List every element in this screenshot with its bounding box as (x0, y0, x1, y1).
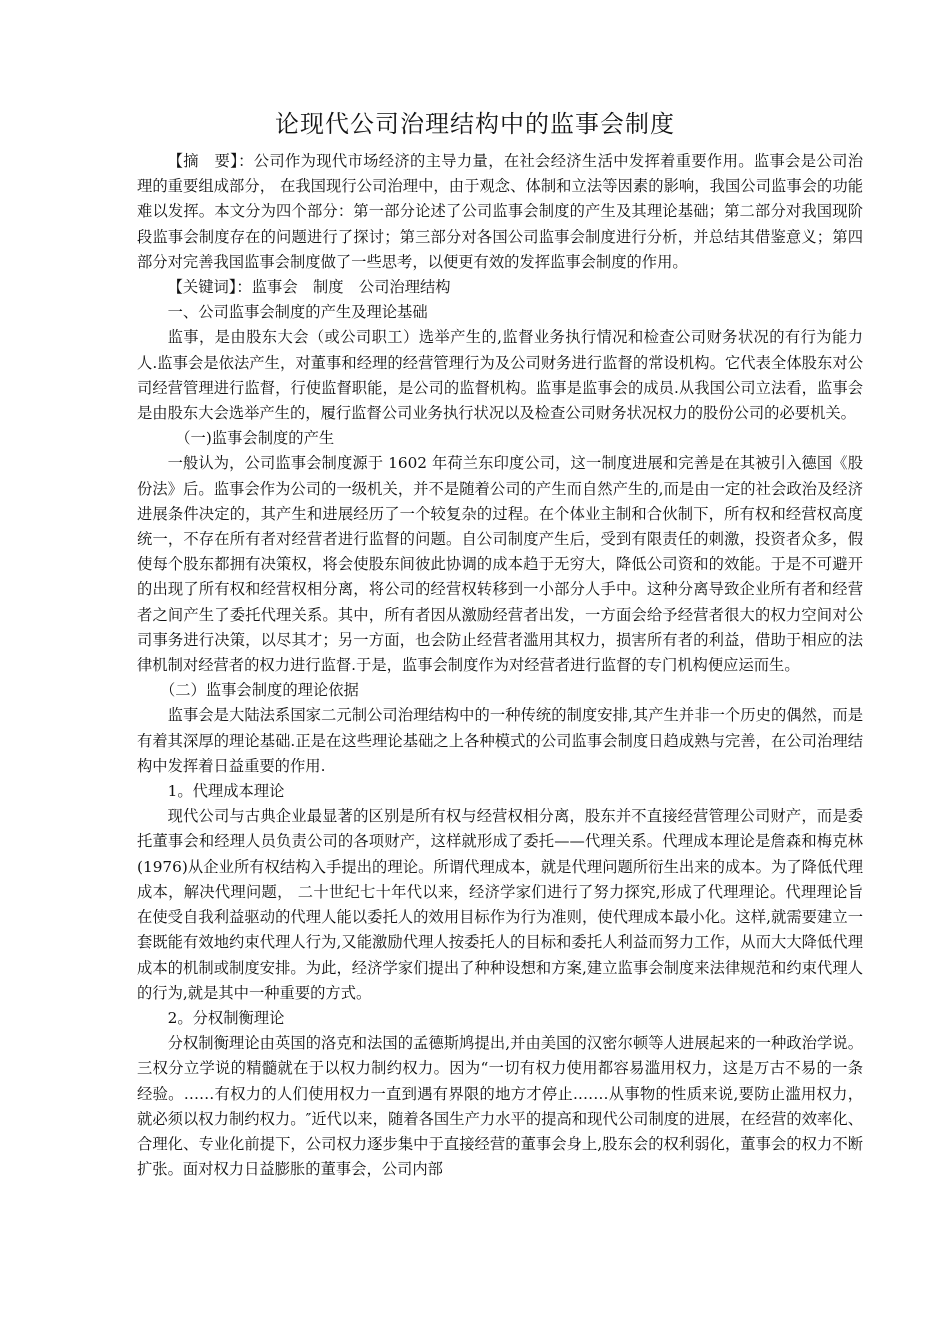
page-title: 论现代公司治理结构中的监事会制度 (275, 110, 675, 138)
paragraph: 2。分权制衡理论 (167, 1008, 285, 1027)
paragraph: 一般认为，公司监事会制度源于 1602 年荷兰东印度公司，这一制度进展和完善是在其被引入德国《股份法》后。监事会作为公司的一级机关，并不是随着公司的产生而自然产生的,而是由一定的社会政治及经济进展条件决定的，其产生和进展经历了一个较复杂的过程。在个体业主制和合伙制下，所有权和经营权高度统一，不存在所有者对经营者进行监督的问题。自公司制度产生后，受到有限责任的刺激，投资者众多，假使每个股东都拥有决策权，将会使股东间彼此协调的成本趋于无穷大，降低公司资和的效能。于是不可避开的出现了所有权和经营权相分离，将公司的经营权转移到一小部分人手中。这种分离导致企业所有者和经营者之间产生了委托代理关系。其中，所有者因从激励经营者出发，一方面会给予经营者很大的权力空间对公司事务进行决策，以尽其才；另一方面，也会防止经营者滥用其权力，损害所有者的利益，借助于相应的法律机制对经营者的权力进行监督.于是，监事会制度作为对经营者进行监督的专门机构便应运而生。 (137, 454, 863, 675)
paragraph: （二）监事会制度的理论依据 (159, 681, 359, 700)
paragraph: 【摘 要】：公司作为现代市场经济的主导力量，在社会经济生活中发挥着重要作用。监事会是公司治理的重要组成部分， 在我国现行公司治理中，由于观念、体制和立法等因素的影响，我国公司监事会的功能难以发挥。本文分为四个部分：第一部分论述了公司监事会制度的产生及其理论基础；第二部分对我国现阶段监事会制度存在的问题进行了探讨；第三部分对各国公司监事会制度进行分析，并总结其借鉴意义；第四部分对完善我国监事会制度做了一些思考，以便更有效的发挥监事会制度的作用。 (137, 152, 863, 271)
paragraph: 分权制衡理论由英国的洛克和法国的孟德斯鸠提出,并由美国的汉密尔顿等人进展起来的一种政治学说。三权分立学说的精髓就在于以权力制约权力。因为“一切有权力使用都容易滥用权力，这是万古不易的一条经验。……有权力的人们使用权力一直到遇有界限的地方才停止.……从事物的性质来说,要防止滥用权力，就必须以权力制约权力。″近代以来，随着各国生产力水平的提高和现代公司制度的进展，在经营的效率化、合理化、专业化前提下，公司权力逐步集中于直接经营的董事会身上,股东会的权利弱化，董事会的权力不断扩张。面对权力日益膨胀的董事会，公司内部 (137, 1034, 863, 1179)
paragraph: 现代公司与古典企业最显著的区别是所有权与经营权相分离，股东并不直接经营管理公司财产，而是委托董事会和经理人员负责公司的各项财产，这样就形成了委托——代理关系。代理成本理论是詹森和梅克林(1976)从企业所有权结构入手提出的理论。所谓代理成本，就是代理问题所衍生出来的成本。为了降低代理成本，解决代理问题， 二十世纪七十年代以来，经济学家们进行了努力探究,形成了代理理论。代理理论旨在使受自我利益驱动的代理人能以委托人的效用目标作为行为准则，使代理成本最小化。这样,就需要建立一套既能有效地约束代理人行为,又能激励代理人按委托人的目标和委托人利益而努力工作，从而大大降低代理成本的机制或制度安排。为此，经济学家们提出了种种设想和方案,建立监事会制度来法律规范和约束代理人的行为,就是其中一种重要的方式。 (137, 807, 863, 1002)
document-body (137, 149, 863, 1182)
paragraph: 监事，是由股东大会（或公司职工）选举产生的,监督业务执行情况和检查公司财务状况的有行为能力人.监事会是依法产生，对董事和经理的经营管理行为及公司财务进行监督的常设机构。它代表全体股东对公司经营管理进行监督，行使监督职能，是公司的监督机构。监事是监事会的成员.从我国公司立法看，监事会是由股东大会选举产生的，履行监督公司业务执行状况以及检查公司财务状况权力的股份公司的必要机关。 (137, 328, 863, 423)
paragraph: 【关键词】：监事会 制度 公司治理结构 (167, 278, 451, 297)
paragraph: （一)监事会制度的产生 (175, 429, 335, 448)
paragraph: 1。代理成本理论 (167, 782, 285, 801)
paragraph: 监事会是大陆法系国家二元制公司治理结构中的一种传统的制度安排,其产生并非一个历史的偶然，而是有着其深厚的理论基础.正是在这些理论基础之上各种模式的公司监事会制度日趋成熟与完善，在公司治理结构中发挥着日益重要的作用. (137, 706, 863, 775)
paragraph: 一、公司监事会制度的产生及理论基础 (167, 303, 428, 322)
